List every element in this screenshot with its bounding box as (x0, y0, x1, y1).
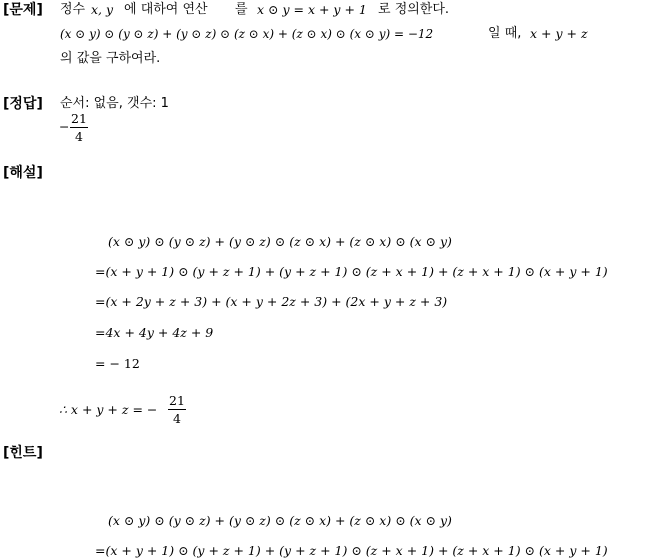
fraction-bar (168, 409, 186, 410)
problem-label: [문제] (3, 2, 43, 18)
problem-text-ask: 의 값을 구하여라. (60, 51, 161, 66)
explanation-conclusion: ∴ x + y + z = − (59, 402, 158, 417)
explanation-numerator: 21 (169, 393, 185, 408)
problem-text-intro: 정수 (60, 2, 86, 17)
explanation-row-3: =(x + 2y + z + 3) + (x + y + 2z + 3) + (2x + y + z + 3) (95, 294, 448, 309)
problem-sum: x + y + z (530, 26, 588, 41)
explanation-row-2: =(x + y + 1) ⊙ (y + z + 1) + (y + z + 1) ⊙ (z + x + 1) + (z + x + 1) ⊙ (x + y + 1) (95, 264, 608, 279)
explanation-row-1: (x ⊙ y) ⊙ (y ⊙ z) + (y ⊙ z) ⊙ (z ⊙ x) + (z ⊙ x) ⊙ (x ⊙ y) (108, 234, 452, 249)
answer-numerator: 21 (71, 111, 87, 126)
problem-condition: (x ⊙ y) ⊙ (y ⊙ z) + (y ⊙ z) ⊙ (z ⊙ x) + (z ⊙ x) ⊙ (x ⊙ y) = −12 (60, 27, 434, 41)
problem-text-op: 에 대하여 연산 (124, 2, 208, 17)
hint-row-1: (x ⊙ y) ⊙ (y ⊙ z) + (y ⊙ z) ⊙ (z ⊙ x) + (z ⊙ x) ⊙ (x ⊙ y) (108, 513, 452, 528)
explanation-label: [해설] (3, 165, 43, 181)
explanation-denominator: 4 (173, 411, 181, 426)
explanation-row-5: = − 12 (95, 356, 140, 371)
hint-row-2: =(x + y + 1) ⊙ (y + z + 1) + (y + z + 1) ⊙ (z + x + 1) + (z + x + 1) ⊙ (x + y + 1) (95, 543, 608, 558)
hint-label: [힌트] (3, 445, 43, 461)
answer-denominator: 4 (75, 129, 83, 144)
answer-label: [정답] (3, 96, 43, 112)
problem-text-reul: 를 (235, 2, 248, 17)
explanation-fraction (168, 393, 186, 426)
problem-text-define: 로 정의한다. (378, 2, 450, 17)
fraction-bar (70, 127, 88, 128)
problem-definition: x ⊙ y = x + y + 1 (257, 2, 367, 17)
answer-sign: − (59, 119, 70, 134)
problem-text-when: 일 때, (488, 26, 522, 41)
answer-meta: 순서: 없음, 갯수: 1 (60, 96, 169, 111)
explanation-row-4: =4x + 4y + 4z + 9 (95, 325, 214, 340)
problem-vars: x, y (91, 2, 114, 17)
answer-fraction (70, 111, 88, 144)
